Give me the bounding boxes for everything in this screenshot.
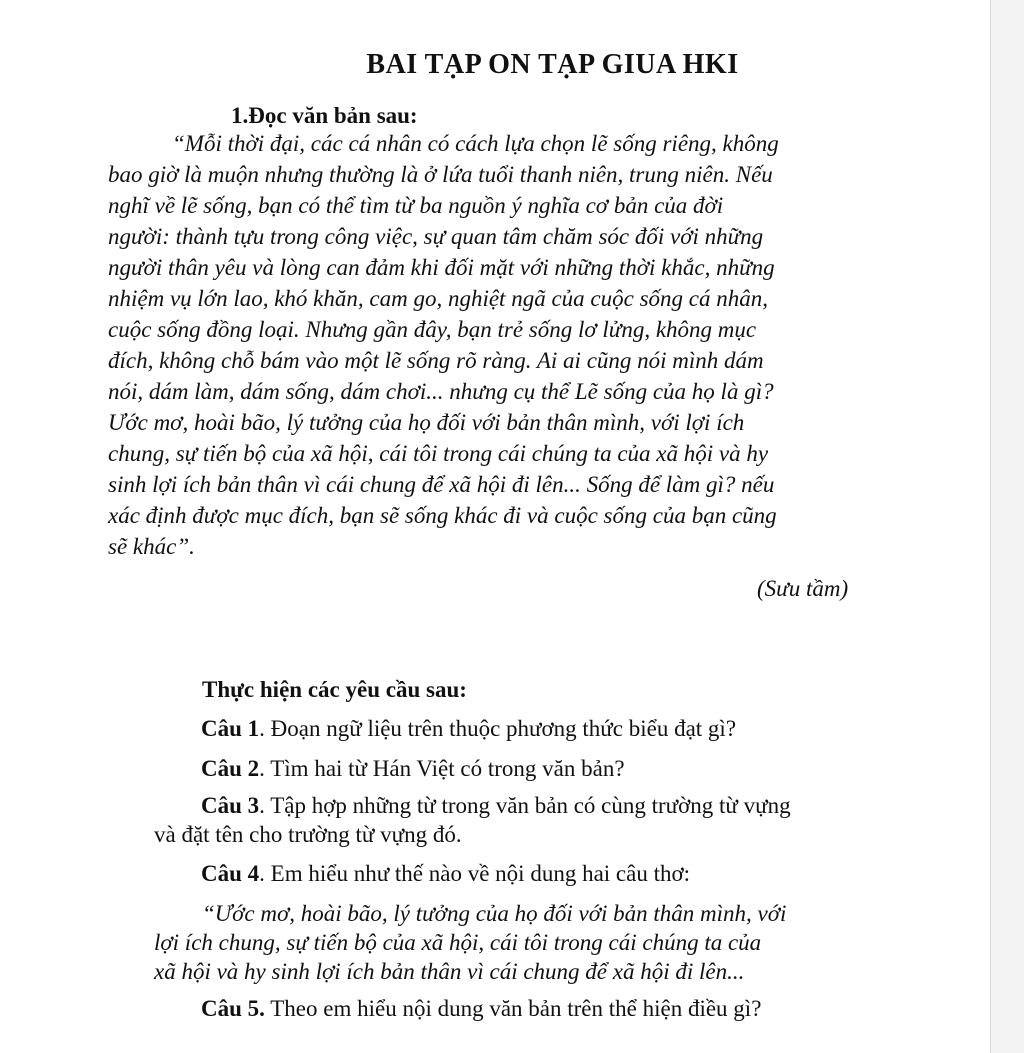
question-3	[201, 793, 791, 819]
tasks-heading: Thực hiện các yêu cầu sau:	[202, 677, 467, 702]
question-label: Câu 4	[201, 861, 260, 886]
question-3-continuation: và đặt tên cho trường từ vựng đó.	[154, 822, 462, 847]
passage-line: nhiệm vụ lớn lao, khó khăn, cam go, nghiệt ngã của cuộc sống cá nhân,	[108, 286, 768, 311]
question-text: . Đoạn ngữ liệu trên thuộc phương thức biểu đạt gì?	[259, 716, 737, 741]
passage-line: đích, không chỗ bám vào một lẽ sống rõ ràng. Ai ai cũng nói mình dám	[108, 348, 764, 373]
passage-line: nghĩ về lẽ sống, bạn có thể tìm từ ba nguồn ý nghĩa cơ bản của đời	[108, 193, 724, 218]
source-attribution: (Sưu tầm)	[757, 576, 849, 601]
passage-line: người thân yêu và lòng can đảm khi đối mặt với những thời khắc, những	[108, 255, 775, 280]
question-label: Câu 2	[201, 756, 260, 781]
question-1	[201, 716, 736, 742]
passage-line: Ước mơ, hoài bão, lý tưởng của họ đối với bản thân mình, với lợi ích	[108, 410, 745, 435]
question-5	[201, 996, 761, 1022]
question-text: . Em hiểu như thế nào về nội dung hai câu thơ:	[259, 861, 691, 886]
question-text: Theo em hiểu nội dung văn bản trên thể hiện điều gì?	[264, 996, 762, 1021]
quote-line: “Ước mơ, hoài bão, lý tưởng của họ đối với bản thân mình, với	[202, 901, 787, 926]
passage-line: chung, sự tiến bộ của xã hội, cái tôi trong cái chúng ta của xã hội và hy	[108, 441, 769, 466]
question-text: . Tập hợp những từ trong văn bản có cùng trường từ vựng	[259, 793, 791, 818]
question-label: Câu 3	[201, 793, 260, 818]
passage-line: sinh lợi ích bản thân vì cái chung để xã hội đi lên... Sống để làm gì? nếu	[108, 472, 775, 497]
question-4	[201, 861, 690, 887]
passage-line: sẽ khác”.	[108, 534, 195, 559]
reading-passage	[108, 128, 873, 562]
quoted-excerpt	[154, 899, 884, 986]
passage-line: xác định được mục đích, bạn sẽ sống khác đi và cuộc sống của bạn cũng	[108, 503, 777, 528]
question-text: . Tìm hai từ Hán Việt có trong văn bản?	[259, 756, 625, 781]
passage-line: bao giờ là muộn nhưng thường là ở lứa tuổi thanh niên, trung niên. Nếu	[108, 162, 773, 187]
question-2	[201, 756, 625, 782]
passage-line: “Mỗi thời đại, các cá nhân có cách lựa chọn lẽ sống riêng, không	[172, 131, 779, 156]
passage-line: cuộc sống đồng loại. Nhưng gần đây, bạn trẻ sống lơ lửng, không mục	[108, 317, 757, 342]
question-label: Câu 5.	[201, 996, 265, 1021]
passage-line: nói, dám làm, dám sống, dám chơi... nhưng cụ thể Lẽ sống của họ là gì?	[108, 379, 774, 404]
vertical-scrollbar[interactable]	[990, 0, 1024, 1053]
section-heading: 1.Đọc văn bản sau:	[231, 103, 418, 128]
question-label: Câu 1	[201, 716, 260, 741]
quote-line: xã hội và hy sinh lợi ích bản thân vì cái chung để xã hội đi lên...	[154, 959, 745, 984]
document-title: BAI TẠP ON TẠP GIUA HKI	[366, 49, 739, 80]
quote-line: lợi ích chung, sự tiến bộ của xã hội, cái tôi trong cái chúng ta của	[154, 930, 762, 955]
passage-line: người: thành tựu trong công việc, sự quan tâm chăm sóc đối với những	[108, 224, 764, 249]
